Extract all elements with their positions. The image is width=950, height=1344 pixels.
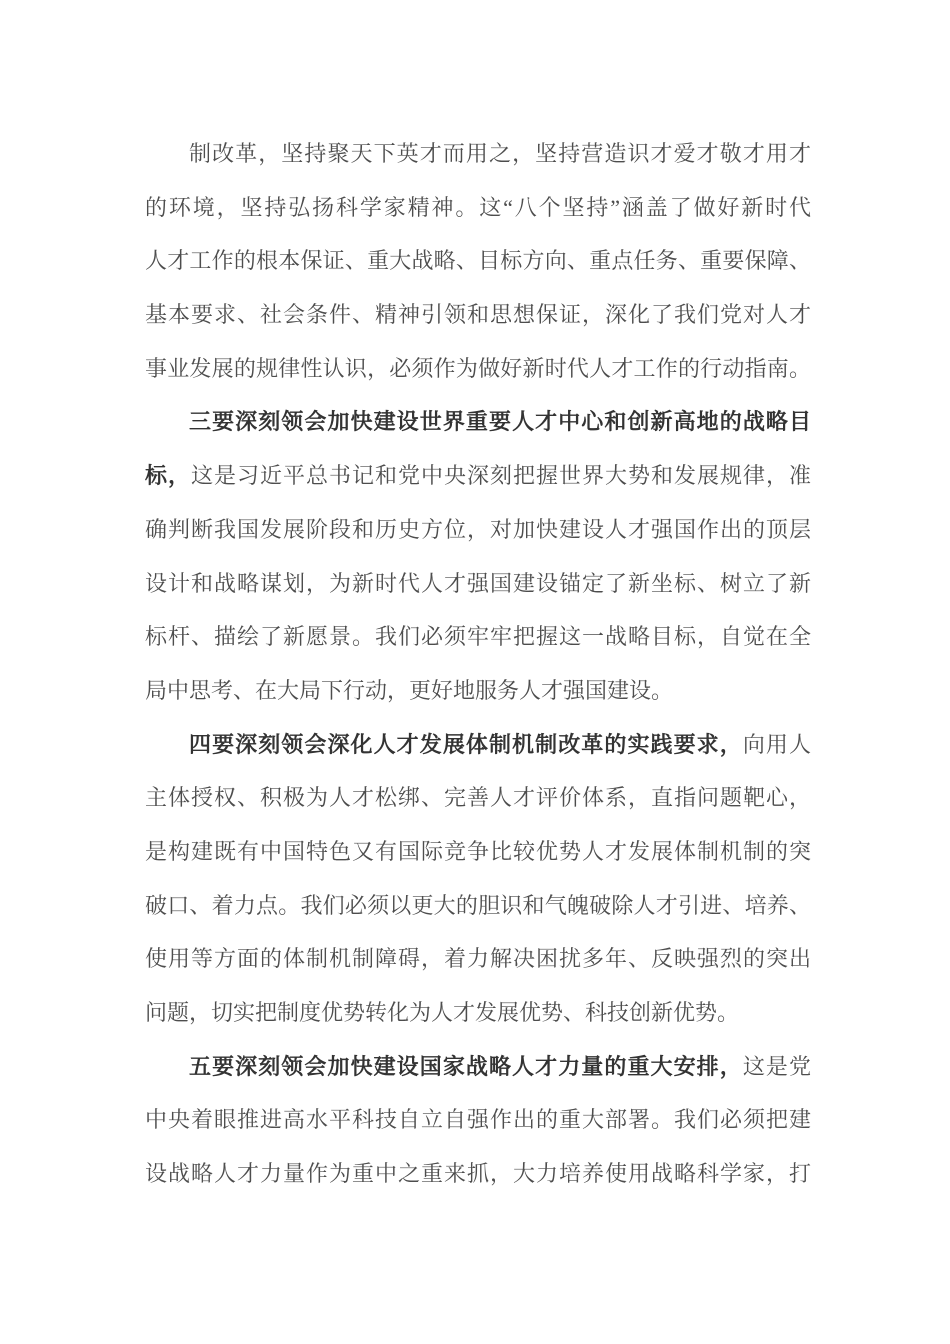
text-line (145, 986, 811, 1040)
body-text-run: 中央着眼推进高水平科技自立自强作出的重大部署。我们必须把建 (145, 1107, 811, 1133)
text-line (145, 825, 811, 879)
text-line (145, 771, 811, 825)
body-text-run: 的环境，坚持弘扬科学家精神。这“八个坚持”涵盖了做好新时代 (145, 194, 811, 220)
bold-text-run: 三要深刻领会加快建设世界重要人才中心和创新高地的战略目 (189, 409, 811, 435)
text-line (145, 288, 811, 342)
text-line (145, 127, 811, 181)
body-text-run: 破口、着力点。我们必须以更大的胆识和气魄破除人才引进、培养、 (145, 892, 811, 918)
body-text-run: 使用等方面的体制机制障碍，着力解决困扰多年、反映强烈的突出 (145, 946, 811, 972)
text-line (145, 395, 811, 449)
bold-text-run: 四要深刻领会深化人才发展体制机制改革的实践要求， (189, 731, 743, 757)
text-line (145, 449, 811, 503)
bold-text-run: 标， (145, 463, 191, 489)
text-line (145, 503, 811, 557)
text-line (145, 879, 811, 933)
body-text-run: 这是党 (742, 1053, 811, 1079)
body-text-run: 确判断我国发展阶段和历史方位，对加快建设人才强国作出的顶层 (145, 516, 811, 542)
text-line (145, 342, 811, 396)
body-text-run: 基本要求、社会条件、精神引领和思想保证，深化了我们党对人才 (145, 302, 811, 328)
text-line (145, 610, 811, 664)
text-line (145, 664, 811, 718)
body-text-run: 设战略人才力量作为重中之重来抓，大力培养使用战略科学家，打 (145, 1161, 811, 1187)
body-text-run: 事业发展的规律性认识，必须作为做好新时代人才工作的行动指南。 (145, 355, 811, 381)
bold-text-run: 五要深刻领会加快建设国家战略人才力量的重大安排， (189, 1053, 743, 1079)
body-text-run: 是构建既有中国特色又有国际竞争比较优势人才发展体制机制的突 (145, 838, 811, 864)
text-line (145, 718, 811, 772)
text-line (145, 932, 811, 986)
body-text-run: 局中思考、在大局下行动，更好地服务人才强国建设。 (145, 677, 674, 703)
body-text-run: 主体授权、积极为人才松绑、完善人才评价体系，直指问题靶心， (145, 785, 811, 811)
body-text-run: 人才工作的根本保证、重大战略、目标方向、重点任务、重要保障、 (145, 248, 811, 274)
text-line (145, 181, 811, 235)
text-line (145, 557, 811, 611)
text-line (145, 1147, 811, 1201)
body-text-run: 问题，切实把制度优势转化为人才发展优势、科技创新优势。 (145, 1000, 740, 1025)
body-text-run: 这是习近平总书记和党中央深刻把握世界大势和发展规律，准 (191, 463, 811, 489)
body-text-run: 标杆、描绘了新愿景。我们必须牢牢把握这一战略目标，自觉在全 (145, 624, 811, 650)
text-line (145, 234, 811, 288)
body-text-run: 向用人 (742, 731, 811, 757)
body-text-run: 设计和战略谋划，为新时代人才强国建设锚定了新坐标、树立了新 (145, 570, 811, 596)
body-text-run: 制改革，坚持聚天下英才而用之，坚持营造识才爱才敬才用才 (189, 141, 811, 166)
text-line (145, 1040, 811, 1094)
text-line (145, 1093, 811, 1147)
